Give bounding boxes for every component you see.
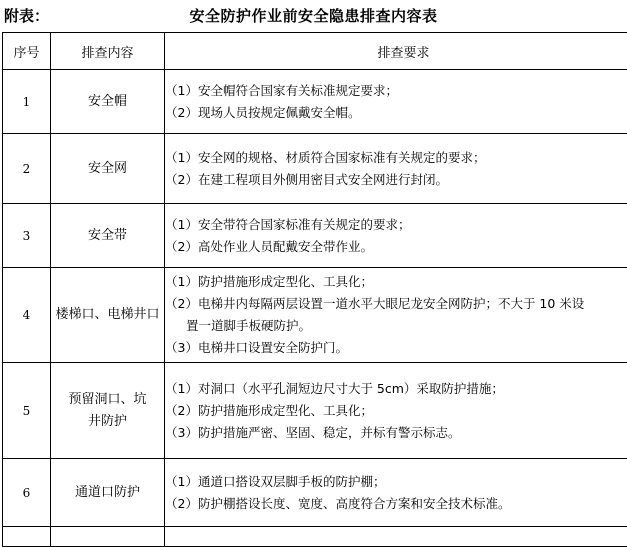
requirement-line: （2）在建工程项目外侧用密目式安全网进行封闭。 [165,169,627,191]
requirement-line: （1）安全带符合国家标准有关规定的要求； [165,214,627,236]
table-row-partial [3,527,627,547]
requirement-line: （1）安全网的规格、材质符合国家标准有关规定的要求； [165,147,627,169]
requirement-line: （1）通道口搭设双层脚手板的防护棚； [165,471,627,493]
row-number: 1 [3,70,51,134]
inspection-table [2,32,627,547]
row-number: 3 [3,204,51,268]
requirement-line: （2）电梯井内每隔两层设置一道水平大眼尼龙安全网防护；不大于 10 米设 [165,293,627,315]
row-requirements [165,363,627,459]
table-header-row [3,33,627,70]
row-number-empty [3,527,51,547]
column-header-no: 序号 [3,33,51,70]
table-row [3,134,627,204]
requirement-line: （3）防护措施严密、坚固、稳定，并标有警示标志。 [165,422,627,444]
row-requirements-empty [165,527,627,547]
row-item-line: 井防护 [51,411,164,433]
row-number: 5 [3,363,51,459]
row-item: 楼梯口、电梯井口 [51,268,165,363]
row-number: 6 [3,459,51,527]
table-row [3,204,627,268]
row-requirements [165,134,627,204]
requirement-line: 置一道脚手板硬防护。 [165,315,627,337]
row-requirements [165,70,627,134]
row-requirements [165,204,627,268]
document-title: 安全防护作业前安全隐患排查内容表 [0,5,627,26]
requirement-line: （2）现场人员按规定佩戴安全帽。 [165,102,627,124]
requirement-line: （1）安全帽符合国家有关标准规定要求； [165,80,627,102]
row-requirements [165,459,627,527]
row-item: 安全带 [51,204,165,268]
page-header [0,0,627,36]
row-item-line: 预留洞口、坑 [51,389,164,411]
row-item: 安全网 [51,134,165,204]
table-row [3,268,627,363]
row-requirements [165,268,627,363]
row-item [51,363,165,459]
requirement-line: （2）防护措施形成定型化、工具化； [165,400,627,422]
column-header-item: 排查内容 [51,33,165,70]
table-row [3,459,627,527]
row-item: 安全帽 [51,70,165,134]
row-item-empty [51,527,165,547]
requirement-line: （3）电梯井口设置安全防护门。 [165,337,627,359]
requirement-line: （1）对洞口（水平孔洞短边尺寸大于 5cm）采取防护措施； [165,378,627,400]
requirement-line: （2）高处作业人员配戴安全带作业。 [165,236,627,258]
table-row [3,363,627,459]
row-number: 2 [3,134,51,204]
table-row [3,70,627,134]
row-item: 通道口防护 [51,459,165,527]
column-header-requirements: 排查要求 [165,33,627,70]
requirement-line: （1）防护措施形成定型化、工具化； [165,271,627,293]
row-number: 4 [3,268,51,363]
requirement-line: （2）防护棚搭设长度、宽度、高度符合方案和安全技术标准。 [165,493,627,515]
appendix-label: 附表： [4,5,49,26]
